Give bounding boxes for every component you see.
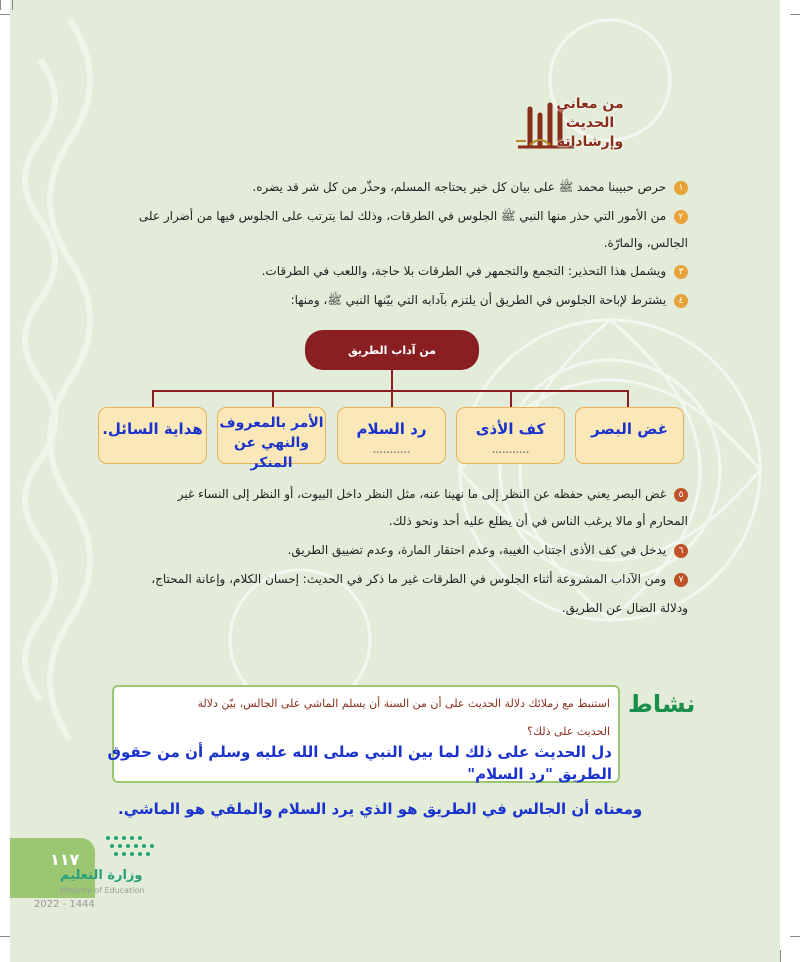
list-item-continuation: [562, 601, 688, 615]
connector-line: [627, 390, 629, 407]
item-text: غض البصر يعني حفظه عن النظر إلى ما نهينا عنه، مثل النظر داخل البيوت، أو النظر إلى النساء غير: [177, 487, 667, 501]
item-text: يدخل في كف الأذى اجتناب الغيبة، وعدم احتقار المارة، وعدم تضييق الطريق.: [287, 543, 667, 557]
page-number: ١١٧: [50, 850, 80, 869]
list-item: [139, 209, 688, 226]
list-item: [262, 264, 688, 279]
diagram-root: من آداب الطريق: [305, 330, 479, 370]
activity-answer-line2[interactable]: الطريق "رد السلام": [467, 765, 612, 783]
blank-dots: ...........: [491, 446, 530, 456]
diagram-item-return-greeting: [337, 407, 446, 464]
blank-dots: ...........: [372, 446, 411, 456]
connector-line: [391, 390, 393, 407]
activity-answer-line1[interactable]: دل الحديث على ذلك لما بين النبي صلى الله عليه وسلم أن من حقوق: [107, 743, 612, 761]
item-text: ويشمل هذا التحذير: التجمع والتجمهر في الطرقات بلا حاجة، واللعب في الطرقات.: [261, 264, 667, 278]
list-item: [252, 180, 688, 197]
item-number: ٢: [674, 210, 688, 224]
item-text: غض البصر: [591, 420, 668, 438]
section-title-line1: من معاني الحديث: [556, 96, 624, 131]
item-number: ١: [674, 181, 688, 195]
diagram-item-enjoin-good: [217, 407, 326, 471]
activity-question-line1: استنبط مع زملائك دلالة الحديث على أن من السنة أن يسلم الماشي على الجالس، بيّن دلالة: [197, 697, 610, 710]
item-text: رد السلام: [356, 420, 427, 438]
section-heading: [516, 95, 650, 155]
item-text: كف الأذى: [475, 420, 546, 438]
ministry-name-english: Ministry of Education: [60, 886, 145, 895]
section-title: [530, 95, 650, 152]
item-text-line2: والنهي عن المنكر: [234, 435, 309, 471]
list-item: [291, 293, 688, 310]
item-text: الجالس، والمارّة.: [603, 236, 688, 250]
item-number: ٣: [674, 265, 688, 279]
item-text: من الأمور التي حذر منها النبي ﷺ الجلوس في الطرقات، وذلك لما يترتب على الجلوس فيها من أضرار على: [138, 209, 667, 223]
diagram-item-refrain-harm: [456, 407, 565, 464]
activity-question-line2: الحديث على ذلك؟: [527, 725, 610, 738]
crop-mark: [780, 950, 781, 962]
ministry-logo-icon: [102, 832, 160, 862]
list-item: [288, 543, 688, 558]
crop-mark: [790, 14, 800, 15]
crop-mark: [0, 14, 10, 15]
item-text: ومن الآداب المشروعة أثناء الجلوس في الطرقات غير ما ذكر في الحديث: إحسان الكلام، وإعانة المحتاج،: [151, 572, 667, 586]
activity-box: [107, 685, 620, 783]
item-text: المحارم أو مالا يرغب الناس في أن يطلع عليه أحد ونحو ذلك.: [388, 514, 688, 528]
crop-mark: [0, 0, 1, 10]
item-text-line1: الأمر بالمعروف: [219, 415, 324, 431]
diagram-item-guide-asker: [98, 407, 207, 464]
activity-answer-line3[interactable]: ومعناه أن الجالس في الطريق هو الذي يرد السلام والملقي هو الماشي.: [118, 800, 643, 818]
item-number: ٥: [674, 488, 688, 502]
connector-line: [272, 390, 274, 407]
edition-year: 2022 - 1444: [34, 899, 95, 910]
ministry-name-arabic: وزارة التعليم: [60, 868, 143, 883]
crop-mark: [790, 936, 800, 937]
item-text: يشترط لإباحة الجلوس في الطريق أن يلتزم بآدابه التي بيّنها النبي ﷺ، ومنها:: [290, 293, 667, 307]
item-number: ٤: [674, 294, 688, 308]
item-number: ٧: [674, 573, 688, 587]
item-text: حرص حبيبنا محمد ﷺ على بيان كل خير يحتاجه المسلم، وحذّر من كل شر قد يضره.: [252, 180, 667, 194]
section-title-line2: وإرشاداته: [556, 134, 624, 150]
item-text: ودلالة الضال عن الطريق.: [561, 601, 688, 615]
item-number: ٦: [674, 544, 688, 558]
diagram-item-lower-gaze: [575, 407, 684, 464]
connector-line: [510, 390, 512, 407]
connector-line: [152, 390, 154, 407]
list-item-continuation: [604, 236, 688, 250]
connector-line: [152, 390, 628, 392]
list-item: [178, 487, 688, 502]
activity-label: نشاط: [628, 690, 696, 718]
list-item-continuation: [389, 514, 688, 528]
item-text: هداية السائل.: [102, 420, 203, 438]
list-item: [151, 572, 688, 587]
crop-mark: [0, 936, 10, 937]
connector-line: [391, 370, 393, 390]
crop-mark: [12, 0, 13, 10]
